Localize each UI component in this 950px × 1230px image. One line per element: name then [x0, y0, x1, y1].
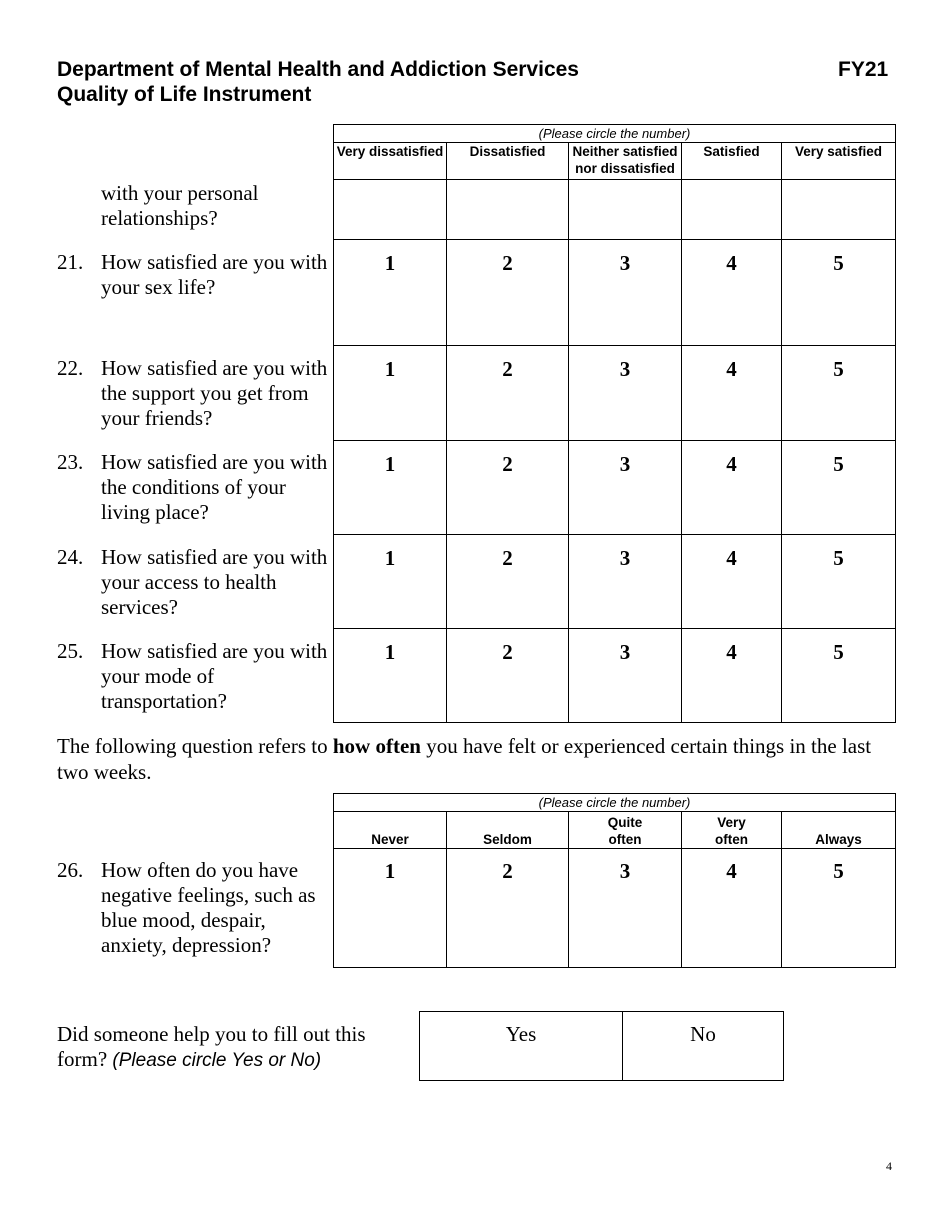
satisfaction-instruction: (Please circle the number)	[334, 125, 896, 143]
rating-option-2[interactable]: 2	[447, 629, 569, 723]
table-row-q21	[334, 240, 896, 346]
rating-option-1[interactable]: 1	[334, 629, 447, 723]
column-header-seldom: Seldom	[447, 812, 569, 849]
question-number: 25.	[57, 639, 84, 663]
table-row-q25	[334, 629, 896, 723]
column-header-neither: Neither satisfied nor dissatisfied	[569, 143, 682, 180]
yes-option[interactable]: Yes	[420, 1012, 623, 1081]
rating-option-5[interactable]: 5	[782, 849, 896, 968]
rating-option-1[interactable]: 1	[334, 441, 447, 535]
rating-option-4[interactable]: 4	[682, 346, 782, 441]
column-header-dissatisfied: Dissatisfied	[447, 143, 569, 180]
table-row-q24	[334, 535, 896, 629]
rating-option-2[interactable]: 2	[447, 240, 569, 346]
rating-option-3[interactable]: 3	[569, 535, 682, 629]
rating-option-4[interactable]: 4	[682, 240, 782, 346]
table-row-q22	[334, 346, 896, 441]
intro-text-after: you have felt or experienced certain things in the last two weeks.	[57, 734, 872, 784]
question-number: 22.	[57, 356, 84, 380]
frequency-intro	[57, 733, 887, 785]
rating-option-4[interactable]: 4	[682, 629, 782, 723]
table-row-continued	[334, 180, 896, 240]
column-header-very-dissatisfied: Very dissatisfied	[334, 143, 447, 180]
intro-text-bold: how often	[332, 734, 421, 758]
document-subtitle: Quality of Life Instrument	[57, 83, 312, 106]
rating-option-5[interactable]: 5	[782, 629, 896, 723]
rating-option-3[interactable]: 3	[569, 629, 682, 723]
document-title: Department of Mental Health and Addiction Services	[57, 58, 579, 81]
question-number: 21.	[57, 250, 84, 274]
rating-option-1[interactable]: 1	[334, 535, 447, 629]
question-number: 26.	[57, 858, 84, 882]
rating-option-1[interactable]: 1	[334, 240, 447, 346]
rating-option-5[interactable]: 5	[782, 441, 896, 535]
question-text: How often do you have negative feelings, such as blue mood, despair, anxiety, depression?	[101, 858, 316, 957]
table-row-q26	[334, 849, 896, 968]
question-number: 23.	[57, 450, 84, 474]
column-header-quite-often: Quite often	[569, 812, 682, 849]
page-number: 4	[886, 1159, 892, 1173]
frequency-instruction: (Please circle the number)	[334, 794, 896, 812]
yes-no-table	[419, 1011, 784, 1081]
question-text: How satisfied are you with your mode of transportation?	[101, 639, 328, 713]
rating-option-1[interactable]: 1	[334, 346, 447, 441]
rating-option-2[interactable]: 2	[447, 346, 569, 441]
rating-option-3[interactable]: 3	[569, 849, 682, 968]
fiscal-year: FY21	[838, 58, 889, 81]
question-number: 24.	[57, 545, 84, 569]
question-text: How satisfied are you with the support you get from your friends?	[101, 356, 328, 430]
column-header-satisfied: Satisfied	[682, 143, 782, 180]
rating-option-5[interactable]: 5	[782, 346, 896, 441]
table-row-q23	[334, 441, 896, 535]
question-text: How satisfied are you with your sex life?	[101, 250, 328, 299]
rating-option-3[interactable]: 3	[569, 346, 682, 441]
continued-question-text: with your personal relationships?	[101, 181, 259, 230]
frequency-table	[333, 793, 896, 968]
rating-option-3[interactable]: 3	[569, 240, 682, 346]
rating-option-5[interactable]: 5	[782, 240, 896, 346]
satisfaction-table	[333, 124, 896, 723]
rating-option-2[interactable]: 2	[447, 849, 569, 968]
help-question-hint: (Please circle Yes or No)	[112, 1050, 322, 1071]
rating-option-3[interactable]: 3	[569, 441, 682, 535]
help-question	[57, 1022, 392, 1073]
help-question-text: Did someone help you to fill out this form?	[57, 1022, 366, 1071]
rating-option-5[interactable]: 5	[782, 535, 896, 629]
rating-option-4[interactable]: 4	[682, 849, 782, 968]
rating-option-2[interactable]: 2	[447, 441, 569, 535]
column-header-very-often: Very often	[682, 812, 782, 849]
column-header-always: Always	[782, 812, 896, 849]
rating-option-2[interactable]: 2	[447, 535, 569, 629]
column-header-very-satisfied: Very satisfied	[782, 143, 896, 180]
no-option[interactable]: No	[623, 1012, 784, 1081]
column-header-never: Never	[334, 812, 447, 849]
question-text: How satisfied are you with the conditions of your living place?	[101, 450, 328, 524]
rating-option-4[interactable]: 4	[682, 441, 782, 535]
intro-text-before: The following question refers to	[57, 734, 333, 758]
rating-option-4[interactable]: 4	[682, 535, 782, 629]
question-text: How satisfied are you with your access to health services?	[101, 545, 328, 619]
rating-option-1[interactable]: 1	[334, 849, 447, 968]
